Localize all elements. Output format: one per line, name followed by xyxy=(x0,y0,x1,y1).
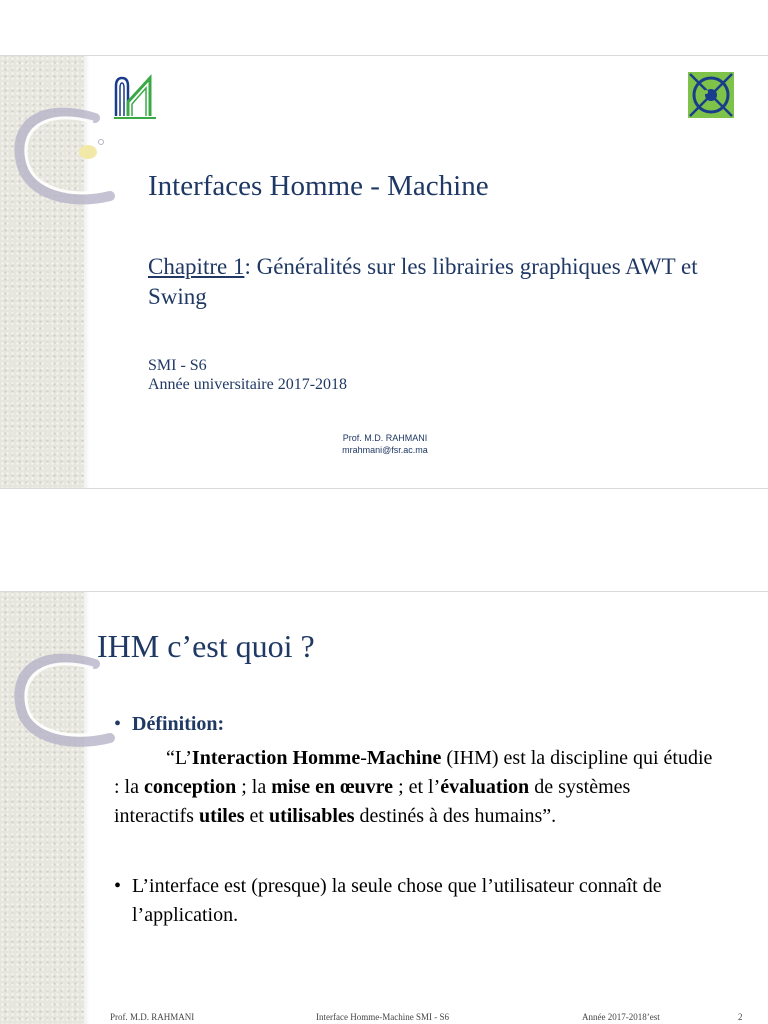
footer-author: Prof. M.D. RAHMANI xyxy=(110,1012,195,1022)
quote-text: destinés à des humains”. xyxy=(354,805,557,827)
author-name: Prof. M.D. RAHMANI xyxy=(342,433,428,443)
quote-bold: conception xyxy=(144,776,237,798)
quote-bold: utilisables xyxy=(268,805,355,827)
quote-bold: évaluation xyxy=(440,776,530,798)
university-logo-icon xyxy=(110,72,162,124)
footer-course: Interface Homme-Machine SMI - S6 xyxy=(316,1012,449,1022)
bullet-dot-icon: • xyxy=(114,713,122,735)
quote-text: “L’ xyxy=(166,747,192,769)
course-name: SMI - S6 xyxy=(148,357,207,374)
chapter-text: : Généralités sur les librairies graphiques AWT et Swing xyxy=(148,254,698,309)
chapter-label: Chapitre 1 xyxy=(148,254,245,279)
author-email[interactable]: mrahmani@fsr.ac.ma xyxy=(342,445,428,455)
quote-bold: mise en œuvre xyxy=(271,776,394,798)
bullet-text: L’interface est (presque) la seule chose que l’utilisateur connaît de l’application. xyxy=(132,875,662,926)
slide-title: Interfaces Homme - Machine xyxy=(148,170,489,202)
chapter-subtitle xyxy=(148,252,728,312)
definition-label: Définition: xyxy=(132,713,225,735)
content-slide xyxy=(0,592,768,1024)
definition-quote xyxy=(114,744,714,831)
author-block xyxy=(300,432,470,456)
footer-year: Année 2017-2018’est xyxy=(582,1012,660,1022)
quote-bold: Interaction Homme xyxy=(191,747,361,769)
quote-text: de systèmes interactifs xyxy=(114,776,631,827)
title-slide xyxy=(0,56,768,488)
faculty-emblem-icon xyxy=(684,68,738,122)
bullet-interface xyxy=(114,872,752,930)
quote-text: et xyxy=(244,805,269,827)
slide-title: IHM c’est quoi ? xyxy=(97,628,315,664)
quote-text: ; et l’ xyxy=(393,776,441,798)
academic-year: Année universitaire 2017-2018 xyxy=(148,376,348,393)
quote-text: (IHM) est la discipline qui étudie : la xyxy=(114,747,713,798)
quote-bold: Machine xyxy=(366,747,442,769)
bullet-dot-icon: • xyxy=(114,875,122,897)
quote-bold: utiles xyxy=(198,805,245,827)
quote-text: ; la xyxy=(236,776,272,798)
slide-divider xyxy=(0,488,768,489)
bullet-definition xyxy=(114,710,752,739)
quote-text: - xyxy=(360,747,367,769)
footer-page-number: 2 xyxy=(738,1012,743,1022)
course-info xyxy=(148,356,347,394)
